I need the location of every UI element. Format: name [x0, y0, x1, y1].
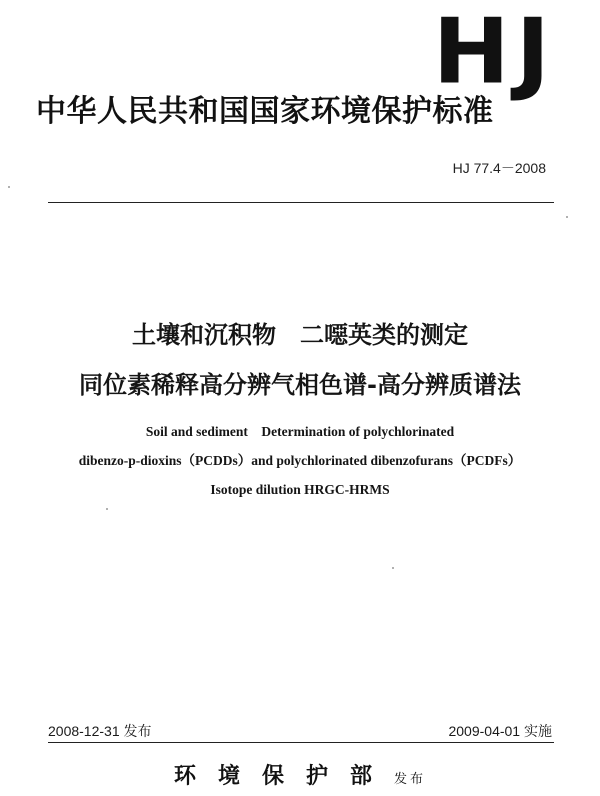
publisher-name: 环境保护部	[173, 763, 394, 789]
top-divider	[48, 202, 554, 203]
bottom-divider	[48, 742, 554, 743]
scan-speck	[106, 508, 108, 510]
scan-speck	[392, 567, 394, 569]
effective-date: 2009-04-01 实施	[448, 723, 552, 739]
publisher-suffix: 发布	[394, 772, 427, 787]
english-title-line-2: dibenzo-p-dioxins（PCDDs）and polychlorinated dibenzofurans（PCDFs）	[78, 453, 522, 468]
chinese-title-line-2: 同位素稀释高分辨气相色谱-高分辨质谱法	[79, 371, 521, 399]
publisher-line	[0, 762, 600, 794]
scan-speck	[8, 186, 10, 188]
hj-logo: HJ	[432, 0, 556, 104]
standard-code: HJ 77.4－2008	[452, 160, 546, 176]
english-title-line-3: Isotope dilution HRGC-HRMS	[210, 482, 390, 497]
issuing-organization-title: 中华人民共和国国家环境保护标准	[36, 94, 494, 129]
scan-speck	[566, 216, 568, 218]
chinese-title-line-1: 土壤和沉积物 二噁英类的测定	[132, 321, 468, 349]
issue-date: 2008-12-31 发布	[48, 723, 152, 739]
english-title-line-1: Soil and sediment Determination of polychlorinated	[145, 424, 455, 439]
